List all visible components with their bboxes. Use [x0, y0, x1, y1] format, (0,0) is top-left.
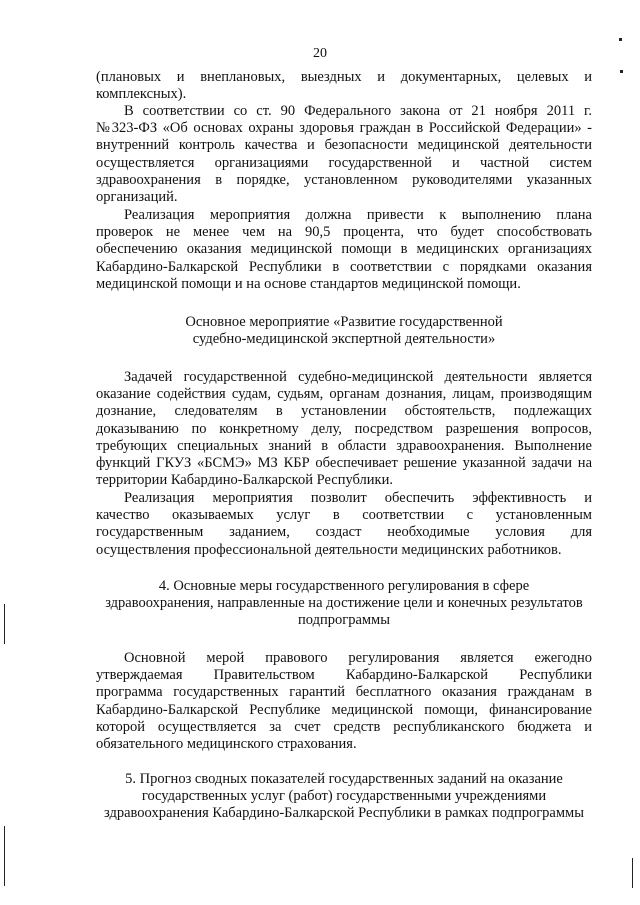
text-line: утверждаемая Правительством Кабардино-Балкарской Республики — [96, 667, 592, 684]
paragraph — [96, 69, 592, 103]
text-line: обеспечению оказания медицинской помощи в медицинских организациях — [96, 241, 592, 258]
heading-line: здравоохранения Кабардино-Балкарской Республики в рамках подпрограммы — [104, 805, 584, 822]
text-line: №323-ФЗ «Об основах охраны здоровья граждан в Российской Федерации» - — [96, 120, 592, 137]
heading-line: государственных услуг (работ) государственными учреждениями — [141, 788, 547, 805]
section-heading — [96, 578, 592, 630]
paragraph — [96, 650, 592, 753]
text-line: Реализация мероприятия позволит обеспечить эффективность и — [124, 490, 592, 506]
heading-line: 4. Основные меры государственного регулирования в сфере — [158, 578, 530, 594]
section-heading — [96, 314, 592, 348]
text-line: Кабардино-Балкарской Республике медицинской помощи, финансирование — [96, 701, 592, 718]
scan-edge-mark — [4, 604, 5, 644]
text-line: комплексных). — [96, 86, 187, 103]
text-line: Реализация мероприятия должна привести к выполнению плана — [124, 207, 592, 223]
text-line: осуществления профессиональной деятельности медицинских работников. — [96, 541, 562, 558]
text-line: которой осуществляется за счет средств республиканского бюджета и — [96, 718, 592, 735]
text-line: внутренний контроль качества и безопасности медицинской деятельности — [96, 137, 592, 154]
paragraph — [96, 490, 592, 559]
paragraph — [96, 369, 592, 489]
text-line: медицинской помощи и на основе стандартов медицинской помощи. — [96, 275, 521, 292]
text-line: доказыванию по конкретному делу, посредством разрешения вопросов, — [96, 420, 592, 437]
text-line: В соответствии со ст. 90 Федерального закона от 21 ноября 2011 г. — [124, 103, 592, 119]
text-line: дознание, следователям в установлении обстоятельств, подлежащих — [96, 403, 592, 420]
heading-line: судебно-медицинской экспертной деятельности» — [192, 331, 496, 348]
text-line: обязательного медицинского страхования. — [96, 736, 357, 753]
text-line: качество оказываемых услуг в соответствии с установленным — [96, 507, 592, 524]
text-line: Кабардино-Балкарской Республики в соответствии с порядками оказания — [96, 258, 592, 275]
text-line: здравоохранения в порядке, установленном руководителями указанных — [96, 171, 592, 188]
text-line: государственным заданием, создаст необходимые условия для — [96, 524, 592, 541]
text-line: Задачей государственной судебно-медицинской деятельности является — [124, 369, 592, 385]
heading-line: подпрограммы — [298, 612, 390, 629]
text-line: проверок не менее чем на 90,5 процента, что будет способствовать — [96, 224, 592, 241]
paragraph — [96, 103, 592, 206]
paragraph — [96, 207, 592, 293]
scan-edge-mark — [4, 826, 5, 886]
heading-line: здравоохранения, направленные на достижение цели и конечных результатов — [105, 595, 583, 612]
scan-dot — [619, 38, 622, 41]
text-line: программа государственных гарантий бесплатного оказания гражданам в — [96, 684, 592, 701]
text-line: (плановых и внеплановых, выездных и документарных, целевых и — [96, 69, 592, 85]
text-line: требующих специальных знаний в области здравоохранения. Выполнение — [96, 437, 592, 454]
text-line: оказание содействия судам, судьям, органам дознания, лицам, производящим — [96, 386, 592, 403]
text-line: территории Кабардино-Балкарской Республики. — [96, 472, 393, 489]
text-line: организаций. — [96, 189, 178, 206]
scan-dot — [620, 70, 623, 73]
text-line: Основной мерой правового регулирования является ежегодно — [124, 650, 592, 666]
section-heading — [96, 771, 592, 823]
heading-line: 5. Прогноз сводных показателей государственных заданий на оказание — [125, 771, 563, 787]
scan-edge-mark — [632, 858, 633, 888]
text-line: функций ГКУЗ «БСМЭ» МЗ КБР обеспечивает решение указанной задачи на — [96, 455, 592, 472]
text-line: осуществляется организациями государственной и частной систем — [96, 154, 592, 171]
heading-line: Основное мероприятие «Развитие государственной — [185, 314, 503, 330]
page-number: 20 — [313, 46, 327, 61]
